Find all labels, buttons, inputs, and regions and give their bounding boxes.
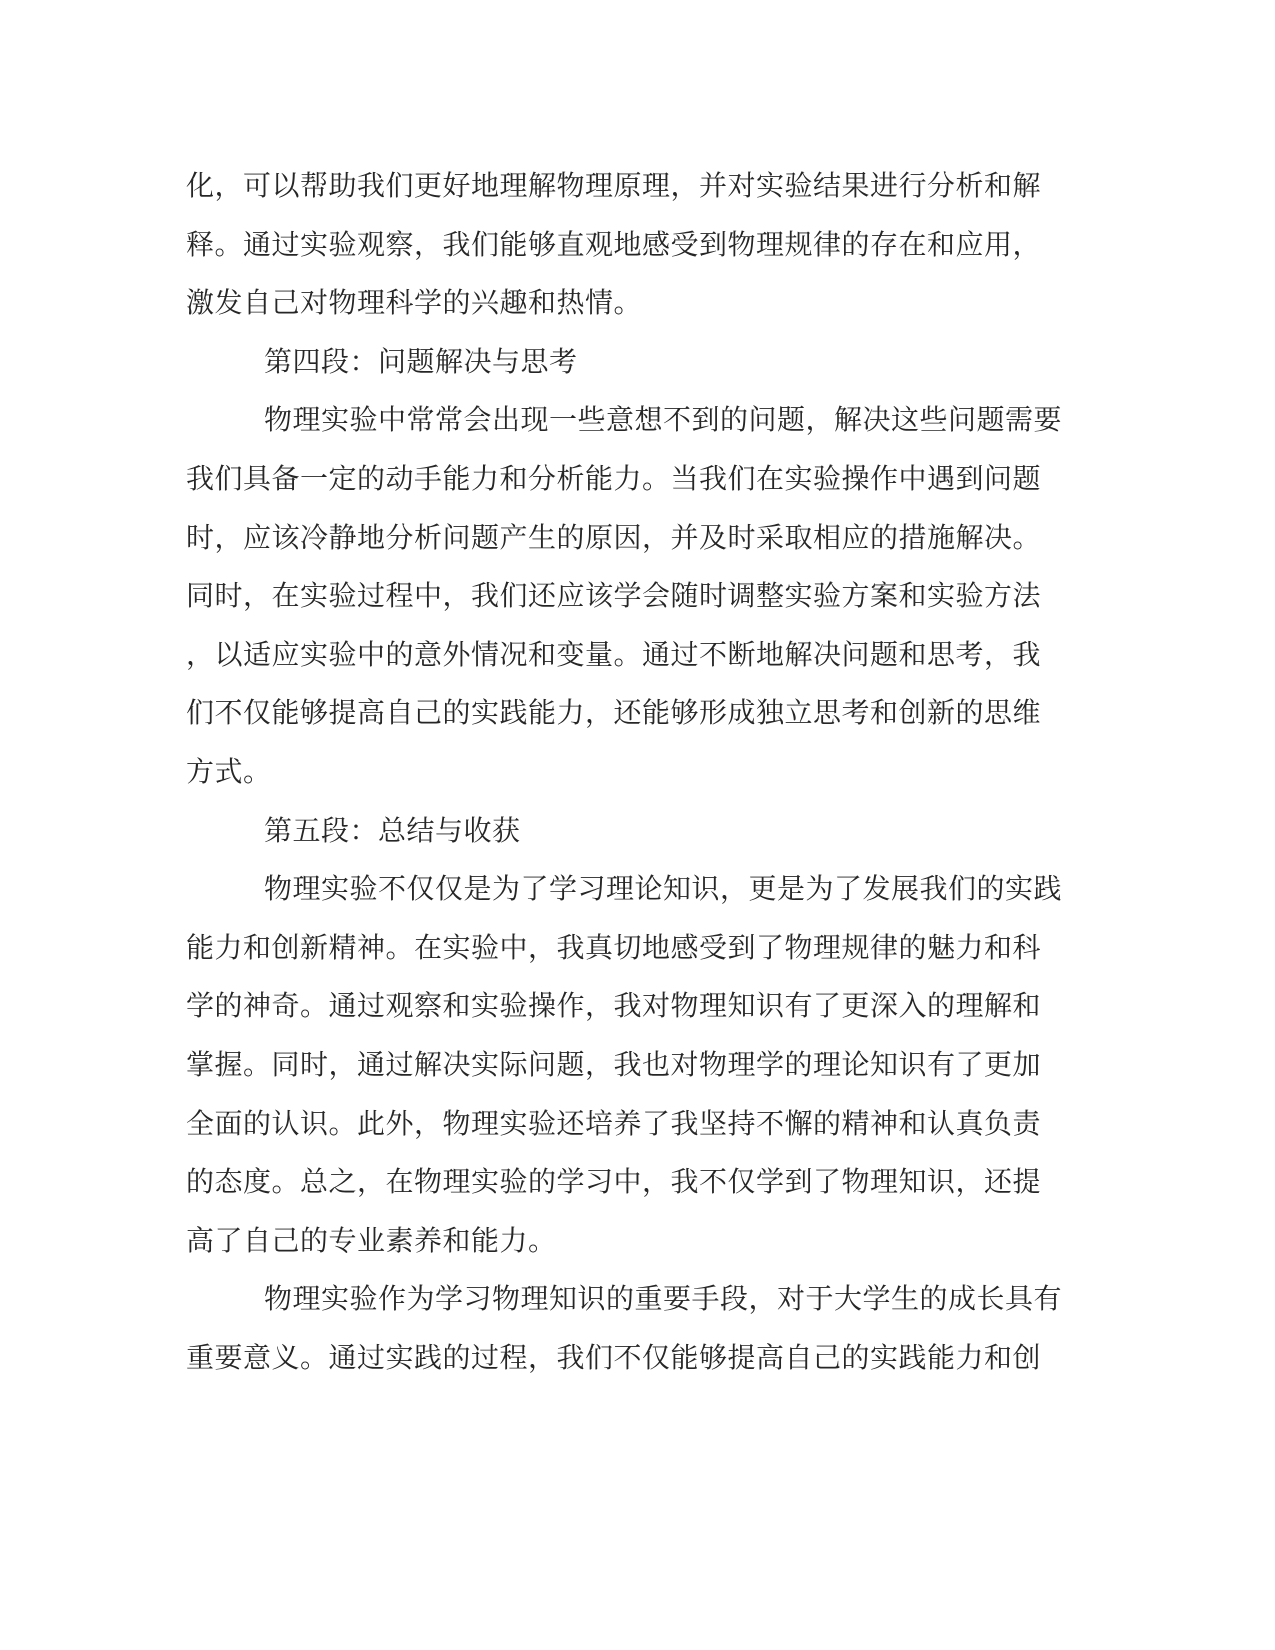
text-line: 时，应该冷静地分析问题产生的原因，并及时采取相应的措施解决。 (186, 521, 1042, 554)
text-line: 释。通过实验观察，我们能够直观地感受到物理规律的存在和应用， (186, 228, 1042, 261)
text-line: 激发自己对物理科学的兴趣和热情。 (186, 286, 643, 319)
section-heading: 第五段：总结与收获 (264, 814, 521, 847)
text-line: 全面的认识。此外，物理实验还培养了我坚持不懈的精神和认真负责 (186, 1107, 1042, 1140)
text-line: 能力和创新精神。在实验中，我真切地感受到了物理规律的魅力和科 (186, 931, 1042, 964)
text-line: 掌握。同时，通过解决实际问题，我也对物理学的理论知识有了更加 (186, 1048, 1042, 1081)
text-line: ，以适应实验中的意外情况和变量。通过不断地解决问题和思考，我 (186, 638, 1042, 671)
text-line: 方式。 (186, 755, 272, 788)
text-line: 重要意义。通过实践的过程，我们不仅能够提高自己的实践能力和创 (186, 1341, 1042, 1374)
text-line: 物理实验不仅仅是为了学习理论知识，更是为了发展我们的实践 (264, 872, 1063, 905)
text-line: 我们具备一定的动手能力和分析能力。当我们在实验操作中遇到问题 (186, 462, 1042, 495)
section-heading: 第四段：问题解决与思考 (264, 345, 578, 378)
text-line: 们不仅能够提高自己的实践能力，还能够形成独立思考和创新的思维 (186, 696, 1042, 729)
text-line: 物理实验中常常会出现一些意想不到的问题，解决这些问题需要 (264, 403, 1063, 436)
text-line: 同时，在实验过程中，我们还应该学会随时调整实验方案和实验方法 (186, 579, 1042, 612)
text-line: 的态度。总之，在物理实验的学习中，我不仅学到了物理知识，还提 (186, 1165, 1042, 1198)
text-line: 学的神奇。通过观察和实验操作，我对物理知识有了更深入的理解和 (186, 989, 1042, 1022)
text-line: 物理实验作为学习物理知识的重要手段，对于大学生的成长具有 (264, 1282, 1063, 1315)
text-line: 化，可以帮助我们更好地理解物理原理，并对实验结果进行分析和解 (186, 169, 1042, 202)
text-line: 高了自己的专业素养和能力。 (186, 1224, 557, 1257)
